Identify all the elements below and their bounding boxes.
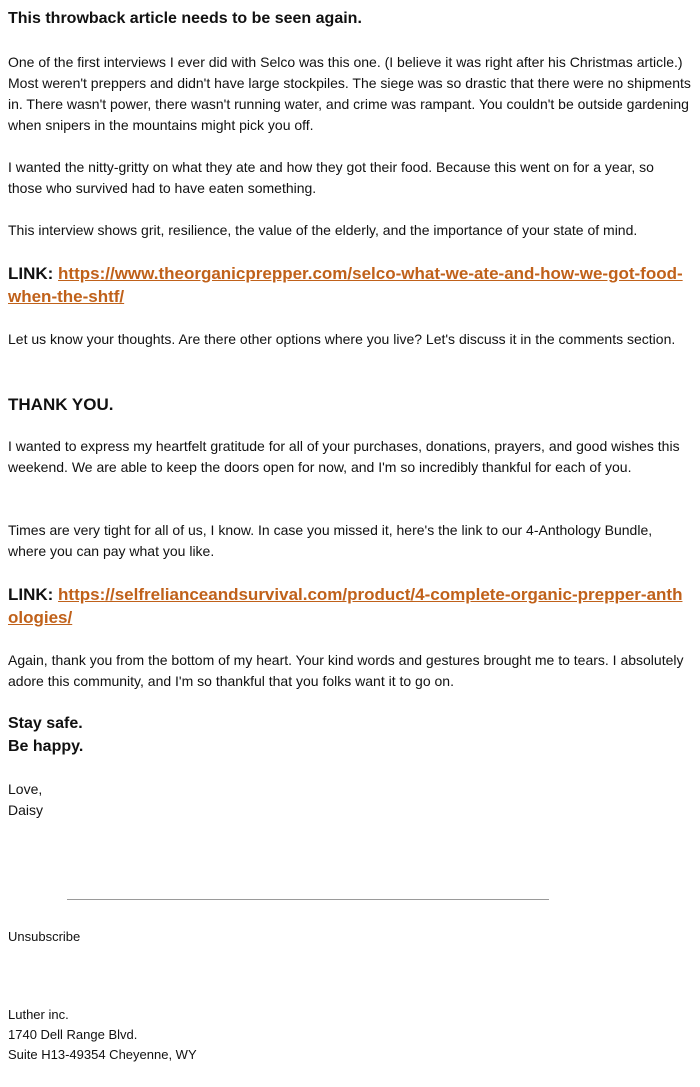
company-name: Luther inc. (8, 1007, 69, 1022)
address-line-2: Suite H13-49354 Cheyenne, WY (8, 1047, 197, 1062)
comments-paragraph: Let us know your thoughts. Are there other options where you live? Let's discuss it in the comments section. (8, 331, 676, 347)
bundle-link-line (8, 583, 692, 629)
thank-you-heading: THANK YOU. (8, 395, 114, 414)
gratitude-paragraph: I wanted to express my heartfelt gratitude for all of your purchases, donations, prayers, and good wishes this weekend. We are able to keep the doors open for now, and I'm so incredibly thankful for each of you. (8, 438, 680, 475)
link-prefix: LINK: (8, 264, 59, 283)
address-line-1: 1740 Dell Range Blvd. (8, 1027, 138, 1042)
signoff-stay-safe: Stay safe. (8, 715, 83, 732)
bundle-paragraph: Times are very tight for all of us, I know. In case you missed it, here's the link to our 4-Anthology Bundle, where you can pay what you like. (8, 522, 653, 559)
footer-divider (67, 899, 549, 900)
unsubscribe-link[interactable]: Unsubscribe (8, 929, 81, 944)
closing-signature: Daisy (8, 802, 44, 818)
closing-paragraph: Again, thank you from the bottom of my heart. Your kind words and gestures brought me to tears. I absolutely adore this community, and I'm so thankful that you folks want it to go on. (8, 652, 684, 689)
throwback-heading: This throwback article needs to be seen again. (8, 10, 362, 27)
link-prefix: LINK: (8, 585, 59, 604)
closing-love: Love, (8, 781, 43, 797)
intro-paragraph: One of the first interviews I ever did with Selco was this one. (I believe it was right after his Christmas article.) Most weren't preppers and didn't have large stockpiles. The siege was so drastic that there were no shipments in. There wasn't power, there wasn't running water, and crime was rampant. You couldn't be outside gardening when snipers in the mountains might pick you off. (8, 54, 691, 133)
interview-summary-paragraph: This interview shows grit, resilience, the value of the elderly, and the importance of your state of mind. (8, 222, 638, 238)
nitty-gritty-paragraph: I wanted the nitty-gritty on what they ate and how they got their food. Because this went on for a year, so those who survived had to have eaten something. (8, 159, 654, 196)
article-link-line (8, 262, 692, 308)
signoff-be-happy: Be happy. (8, 738, 84, 755)
bundle-link[interactable]: https://selfrelianceandsurvival.com/product/4-complete-organic-prepper-anthologies/ (8, 585, 683, 627)
article-link[interactable]: https://www.theorganicprepper.com/selco-what-we-ate-and-how-we-got-food-when-the-shtf/ (8, 264, 683, 306)
